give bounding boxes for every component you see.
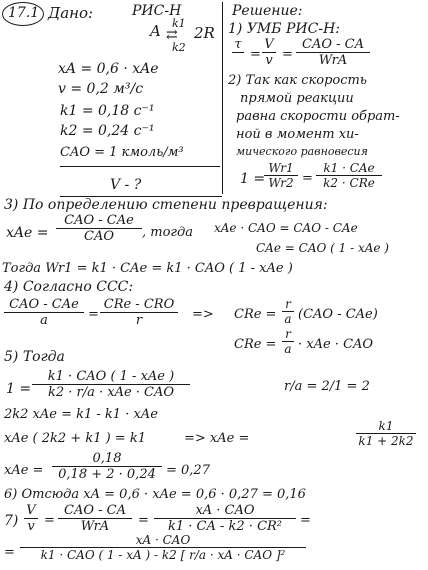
step2-frac-rates: Wr1 Wr2 bbox=[264, 162, 298, 189]
step6: 6) Отсюда xA = 0,6 · xAe = 0,6 · 0,27 = 0,16 bbox=[4, 487, 306, 502]
step4-r1-frac: r a bbox=[282, 298, 294, 325]
step5-line-2: xAe ( 2k2 + k1 ) = k1 bbox=[4, 431, 146, 446]
scheme-label: РИС-Н bbox=[132, 3, 182, 19]
step5-result: = 0,27 bbox=[166, 463, 210, 478]
reaction-right: 2R bbox=[194, 24, 215, 42]
step4-r1-tail: (CAO - CAe) bbox=[298, 307, 378, 322]
reaction-left: A bbox=[150, 22, 161, 40]
solution-title: Решение: bbox=[232, 3, 303, 19]
given-find: V - ? bbox=[110, 177, 142, 193]
step1-eq-1: = bbox=[250, 47, 261, 62]
step1-frac-vv: V v bbox=[262, 38, 276, 67]
step4-arrow: => bbox=[192, 307, 214, 322]
step7-eq-3: = bbox=[300, 513, 311, 528]
given-label: Дано: bbox=[48, 4, 94, 22]
step3-then: , тогда bbox=[142, 225, 193, 240]
step5-numeric-frac: 0,18 0,18 + 2 · 0,24 bbox=[52, 452, 162, 481]
step5-line-1: 2k2 xAe = k1 - k1 · xAe bbox=[4, 407, 158, 422]
step5-one: 1 = bbox=[6, 381, 32, 397]
step7-eq-2: = bbox=[138, 513, 149, 528]
given-divider-vertical bbox=[222, 2, 223, 194]
step5-title: 5) Тогда bbox=[4, 349, 65, 365]
step5-ratio: r/a = 2/1 = 2 bbox=[284, 379, 370, 394]
step2-line-1: 2) Так как скорость bbox=[228, 73, 367, 88]
step1-frac-rate: CAO - CA WrA bbox=[296, 38, 370, 67]
step5-frac: k1 · CAO ( 1 - xAe ) k2 · r/a · xAe · CAO bbox=[32, 370, 190, 399]
step4-title: 4) Согласно ССС: bbox=[4, 279, 134, 295]
step4-r2-tail: · xAe · CAO bbox=[298, 337, 374, 352]
step2-line-5: мического равновесия bbox=[236, 145, 368, 158]
step7-frac-a: V v bbox=[24, 504, 38, 533]
step4-r2-frac: r a bbox=[282, 328, 294, 355]
given-v: v = 0,2 м³/с bbox=[58, 81, 144, 97]
step2-line-3: равна скорости обрат- bbox=[236, 109, 400, 124]
step7-label: 7) bbox=[4, 513, 19, 529]
step7-eq-1: = bbox=[44, 513, 55, 528]
step7-frac-c: xA · CAO k1 · CA - k2 · CR² bbox=[154, 504, 296, 533]
step3-xae: xAe = bbox=[6, 225, 49, 241]
step3-result-1: xAe · CAO = CAO - CAe bbox=[214, 221, 358, 235]
step2-line-2: прямой реакции bbox=[240, 91, 354, 106]
step4-eq: = bbox=[88, 307, 99, 322]
step3-result-2: CAe = CAO ( 1 - xAe ) bbox=[256, 241, 389, 255]
given-cao: CAO = 1 кмоль/м³ bbox=[60, 145, 184, 160]
reaction-k1: k1 bbox=[172, 17, 186, 30]
step2-eq-one: 1 = bbox=[240, 171, 266, 187]
step7-frac-b: CAO - CA WrA bbox=[58, 504, 132, 533]
given-xa: xA = 0,6 · xAe bbox=[58, 61, 159, 77]
step4-r1-lhs: CRe = bbox=[234, 307, 277, 322]
step4-r2-lhs: CRe = bbox=[234, 337, 277, 352]
reaction-arrows-icon: ⇄ bbox=[166, 27, 178, 43]
step5-arrow: => xAe = bbox=[184, 431, 250, 446]
step1-tau: τ bbox=[232, 38, 244, 67]
solution-step1: 1) УМБ РИС-Н: bbox=[228, 21, 341, 37]
step4-frac-r: CRe - CRO r bbox=[100, 298, 178, 327]
step3-frac: CAO - CAe CAO bbox=[56, 214, 142, 243]
final-eq: = bbox=[4, 545, 15, 560]
step4-frac-a: CAO - CAe a bbox=[4, 298, 84, 327]
problem-number: 17.1 bbox=[8, 5, 40, 21]
step1-eq-2: = bbox=[282, 47, 293, 62]
reaction-k2: k2 bbox=[172, 41, 186, 54]
step3-line: Тогда Wr1 = k1 · CAe = k1 · CAO ( 1 - xAe ) bbox=[2, 261, 293, 276]
final-frac: xA · CAO k1 · CAO ( 1 - xA ) - k2 [ r/a · xA · CAO ]² bbox=[20, 534, 306, 561]
step2-eq-2: = bbox=[302, 171, 313, 186]
step2-frac-k: k1 · CAe k2 · CRe bbox=[316, 162, 382, 189]
given-separator bbox=[60, 166, 220, 167]
given-k1: k1 = 0,18 с⁻¹ bbox=[60, 103, 155, 119]
step2-line-4: ной в момент хи- bbox=[236, 127, 359, 142]
step5-result-frac: k1 k1 + 2k2 bbox=[356, 420, 416, 447]
step5-xae-eq: xAe = bbox=[4, 463, 44, 478]
step3-title: 3) По определению степени превращения: bbox=[4, 197, 328, 213]
given-k2: k2 = 0,24 с⁻¹ bbox=[60, 123, 155, 139]
